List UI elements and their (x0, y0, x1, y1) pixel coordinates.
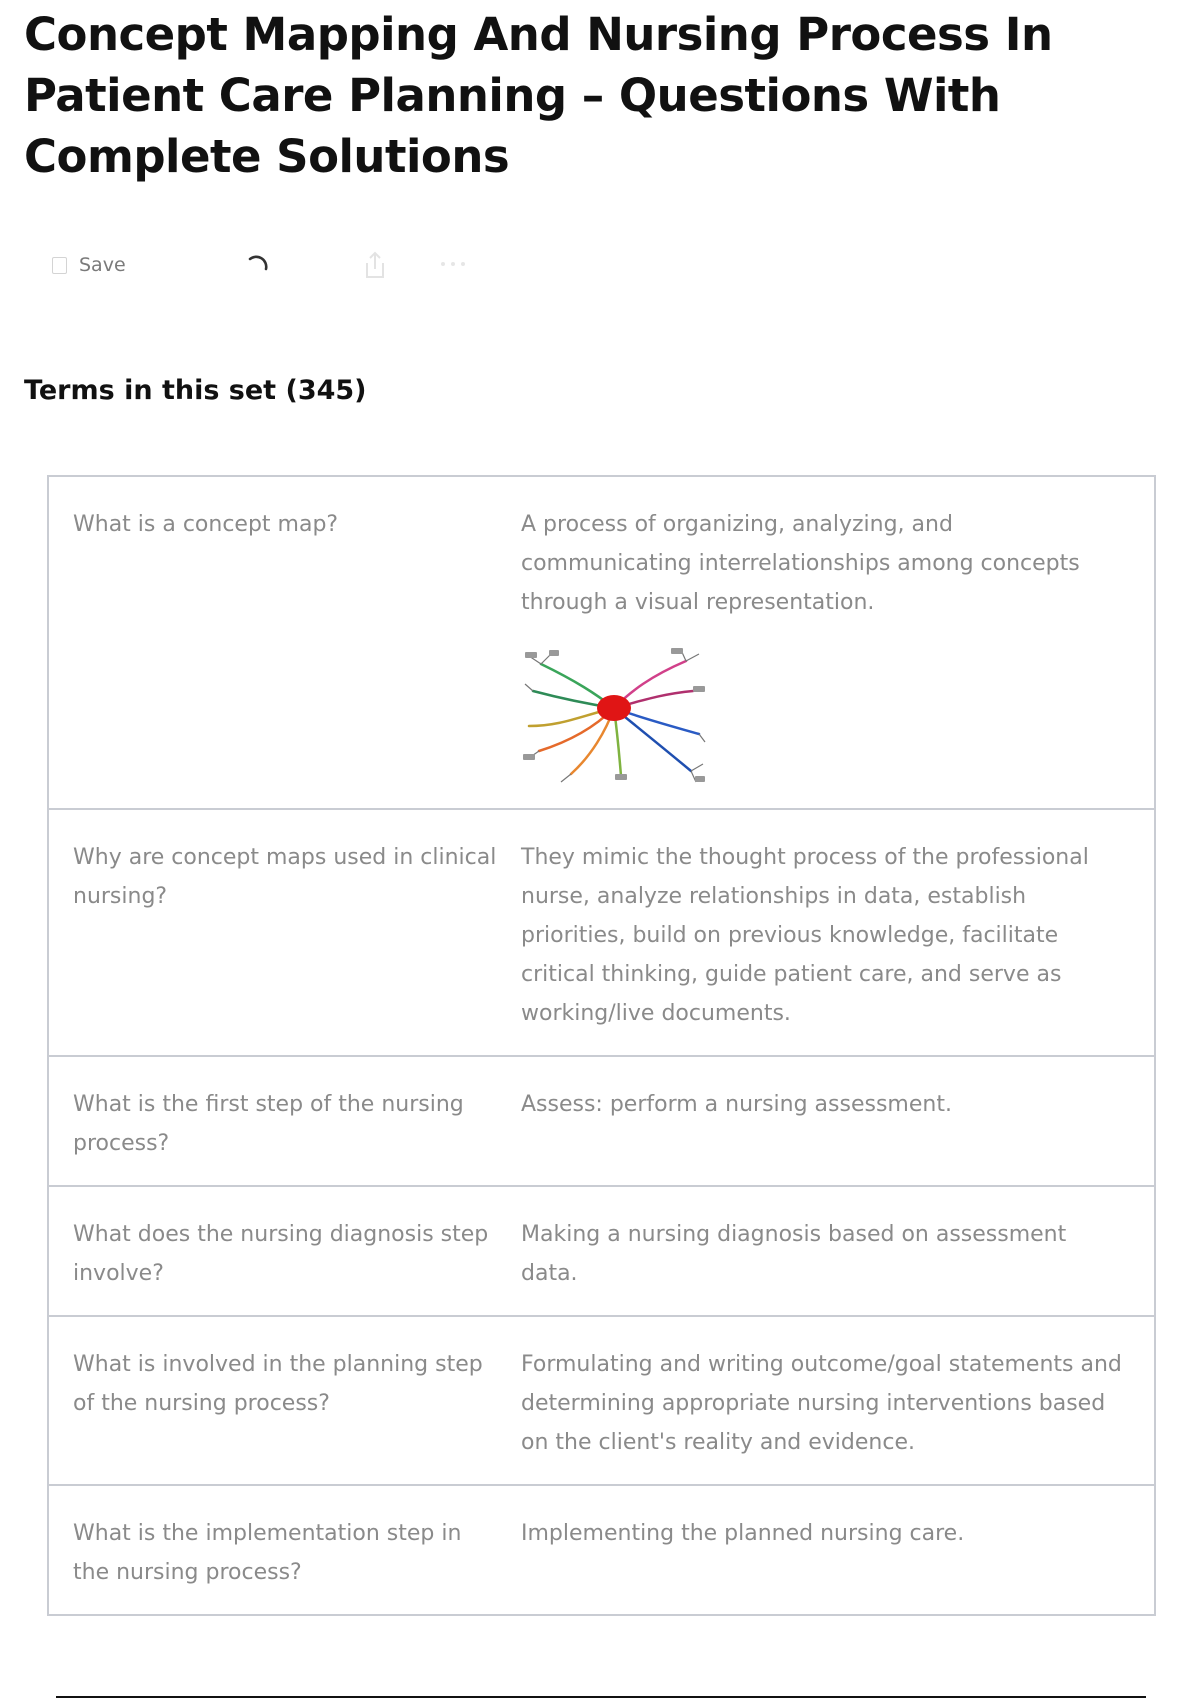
term-question: What is involved in the planning step of the nursing process? (73, 1352, 483, 1416)
concept-map-image (521, 646, 707, 786)
bookmark-icon (52, 257, 67, 274)
term-row[interactable] (49, 1055, 1154, 1185)
term-answer: Implementing the planned nursing care. (521, 1521, 965, 1546)
save-button[interactable] (52, 254, 126, 276)
term-question: What is the implementation step in the nursing process? (73, 1521, 462, 1585)
term-row[interactable] (49, 1315, 1154, 1484)
term-answer-cell (521, 505, 1154, 786)
page-title: Concept Mapping And Nursing Process In Patient Care Planning – Questions With Complete Solutions (24, 8, 1053, 183)
term-answer: Making a nursing diagnosis based on assessment data. (521, 1222, 1067, 1286)
term-answer: Assess: perform a nursing assessment. (521, 1092, 952, 1117)
term-row[interactable] (49, 477, 1154, 808)
terms-heading: Terms in this set (345) (24, 375, 367, 406)
save-label: Save (79, 254, 126, 276)
term-answer: A process of organizing, analyzing, and communicating interrelationships among concepts through a visual representation. (521, 512, 1080, 615)
more-options-icon[interactable] (438, 254, 468, 274)
term-row[interactable] (49, 1484, 1154, 1614)
divider (56, 1696, 1146, 1698)
terms-table (47, 475, 1156, 1616)
term-question: What is a concept map? (73, 512, 339, 537)
term-row[interactable] (49, 808, 1154, 1055)
term-question: What is the first step of the nursing process? (73, 1092, 464, 1156)
toolbar (52, 248, 512, 288)
share-icon[interactable] (362, 250, 388, 280)
term-answer: They mimic the thought process of the professional nurse, analyze relationships in data, establish priorities, build on previous knowledge, facilitate critical thinking, guide patient care, and serve as working/live documents. (521, 845, 1089, 1026)
term-question: Why are concept maps used in clinical nursing? (73, 845, 497, 909)
loading-spinner-icon (242, 252, 272, 282)
term-row[interactable] (49, 1185, 1154, 1315)
term-answer: Formulating and writing outcome/goal statements and determining appropriate nursing interventions based on the client's reality and evidence. (521, 1352, 1122, 1455)
term-question: What does the nursing diagnosis step involve? (73, 1222, 489, 1286)
